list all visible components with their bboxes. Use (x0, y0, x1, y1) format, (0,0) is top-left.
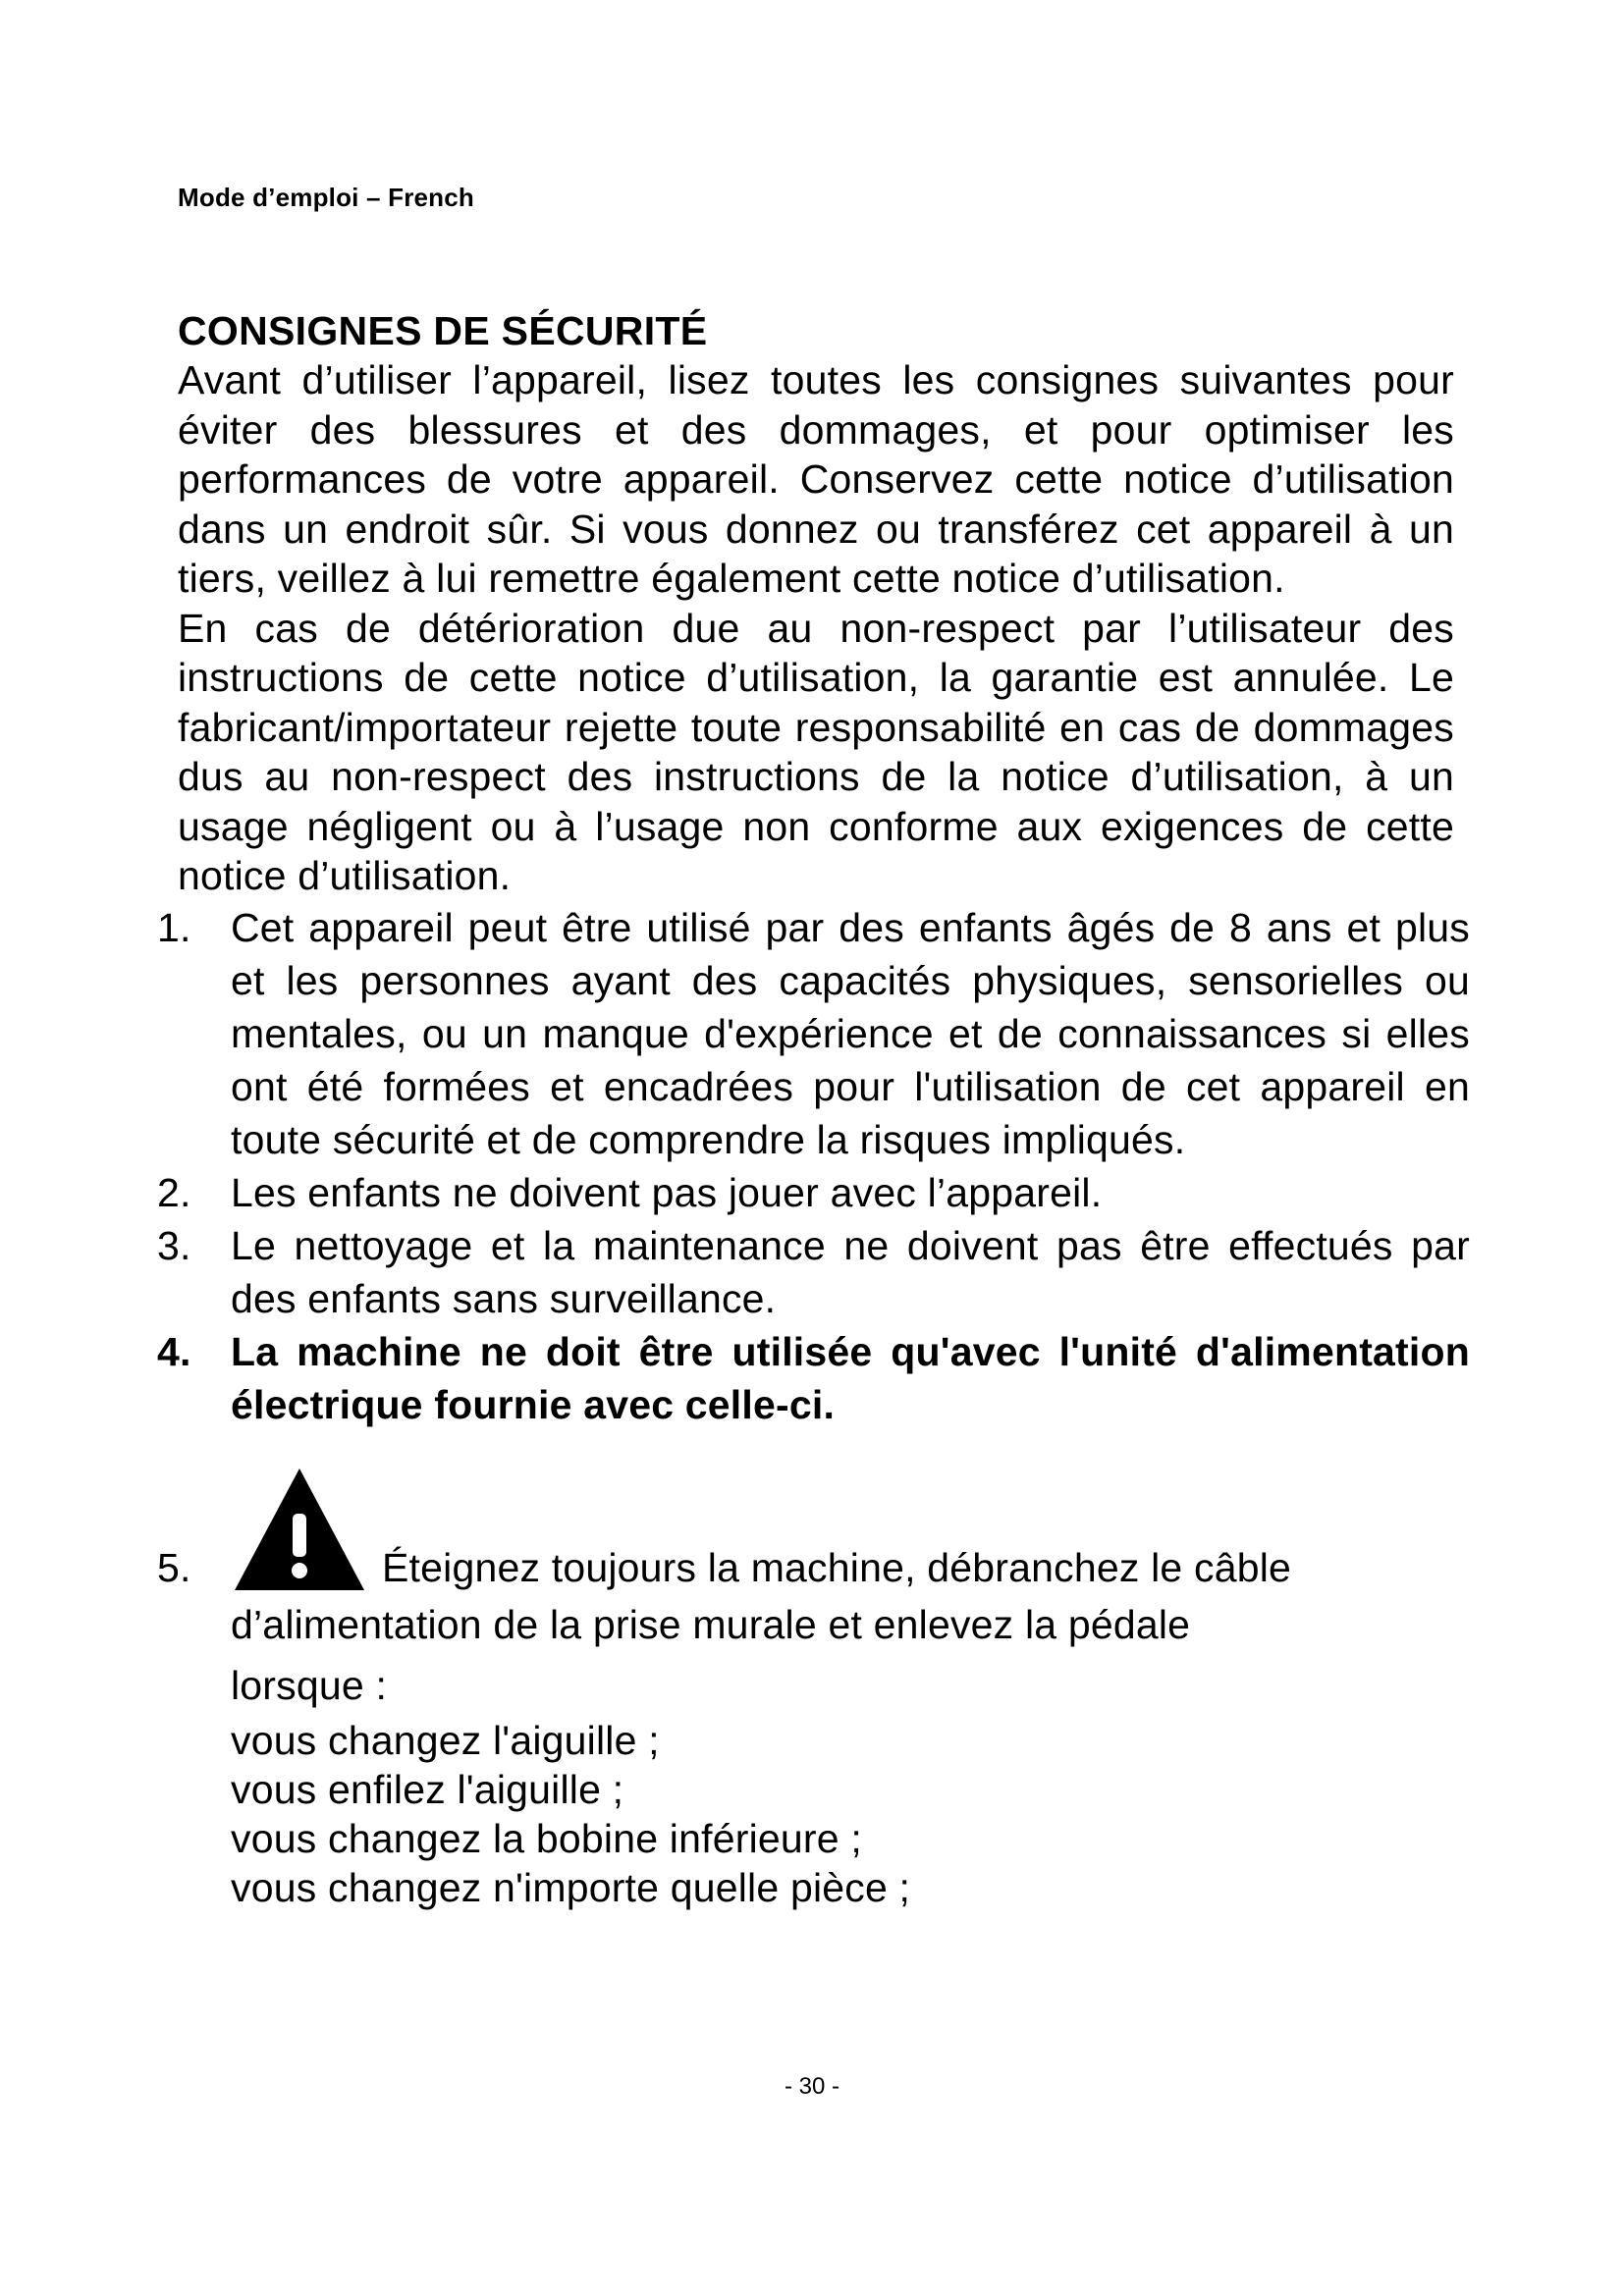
list-item-text: Cet appareil peut être utilisé par des enfants âgés de 8 ans et plus et les personnes ayant des capacités physiques, sensorielles ou mentales, ou un manque d'expérience et de connaissances si elles ont été formées et encadrées pour l'utilisation de cet appareil en toute sécurité et de comprendre la risques impliqués. (231, 904, 1470, 1162)
list-item-number: 4. (157, 1328, 191, 1374)
intro-paragraph: Avant d’utiliser l’appareil, lisez toutes les consignes suivantes pour éviter des blessures et des dommages, et pour optimiser les performances de votre appareil. Conservez cette notice d’utilisation dans un endroit sûr. Si vous donnez ou transférez cet appareil à un tiers, veillez à lui remettre également cette notice d’utilisation. (178, 357, 1454, 601)
list-item (157, 1465, 1470, 1912)
list-item-continuation: d’alimentation de la prise murale et enlevez la pédale (231, 1601, 1191, 1647)
list-item-number: 5. (157, 1544, 191, 1590)
list-item (157, 1325, 1470, 1431)
sub-item: vous changez la bobine inférieure ; (231, 1815, 862, 1861)
list-item-number: 3. (157, 1222, 191, 1268)
list-item-number: 2. (157, 1169, 191, 1215)
section-title: CONSIGNES DE SÉCURITÉ (178, 308, 708, 353)
warning-triangle-icon (231, 1465, 368, 1594)
list-item-text: La machine ne doit être utilisée qu'avec l'unité d'alimentation électrique fournie avec celle-ci. (231, 1328, 1470, 1427)
safety-list (157, 901, 1470, 1912)
list-item-text: Les enfants ne doivent pas jouer avec l’appareil. (231, 1169, 1103, 1215)
list-item (157, 1219, 1470, 1325)
list-item-text: Éteignez toujours la machine, débranchez le câble (382, 1544, 1292, 1590)
list-item-continuation: lorsque : (231, 1662, 388, 1708)
sub-item: vous enfilez l'aiguille ; (231, 1766, 624, 1812)
sub-item: vous changez n'importe quelle pièce ; (231, 1864, 911, 1910)
list-item (157, 1166, 1470, 1219)
list-item (157, 901, 1470, 1166)
warranty-paragraph: En cas de détérioration due au non-respect par l’utilisateur des instructions de cette notice d’utilisation, la garantie est annulée. Le fabricant/importateur rejette toute responsabilité en cas de dommages dus au non-respect des instructions de la notice d’utilisation, à un usage négligent ou à l’usage non conforme aux exigences de cette notice d’utilisation. (178, 605, 1454, 898)
warning-line (231, 1465, 1470, 1594)
list-item-number: 1. (157, 904, 191, 950)
page-number: - 30 - (784, 2073, 839, 2100)
document-header: Mode d’emploi – French (178, 183, 474, 212)
safety-section (157, 306, 1470, 1912)
list-item-text: Le nettoyage et la maintenance ne doivent pas être effectués par des enfants sans surveillance. (231, 1222, 1470, 1321)
sub-item: vous changez l'aiguille ; (231, 1717, 660, 1763)
